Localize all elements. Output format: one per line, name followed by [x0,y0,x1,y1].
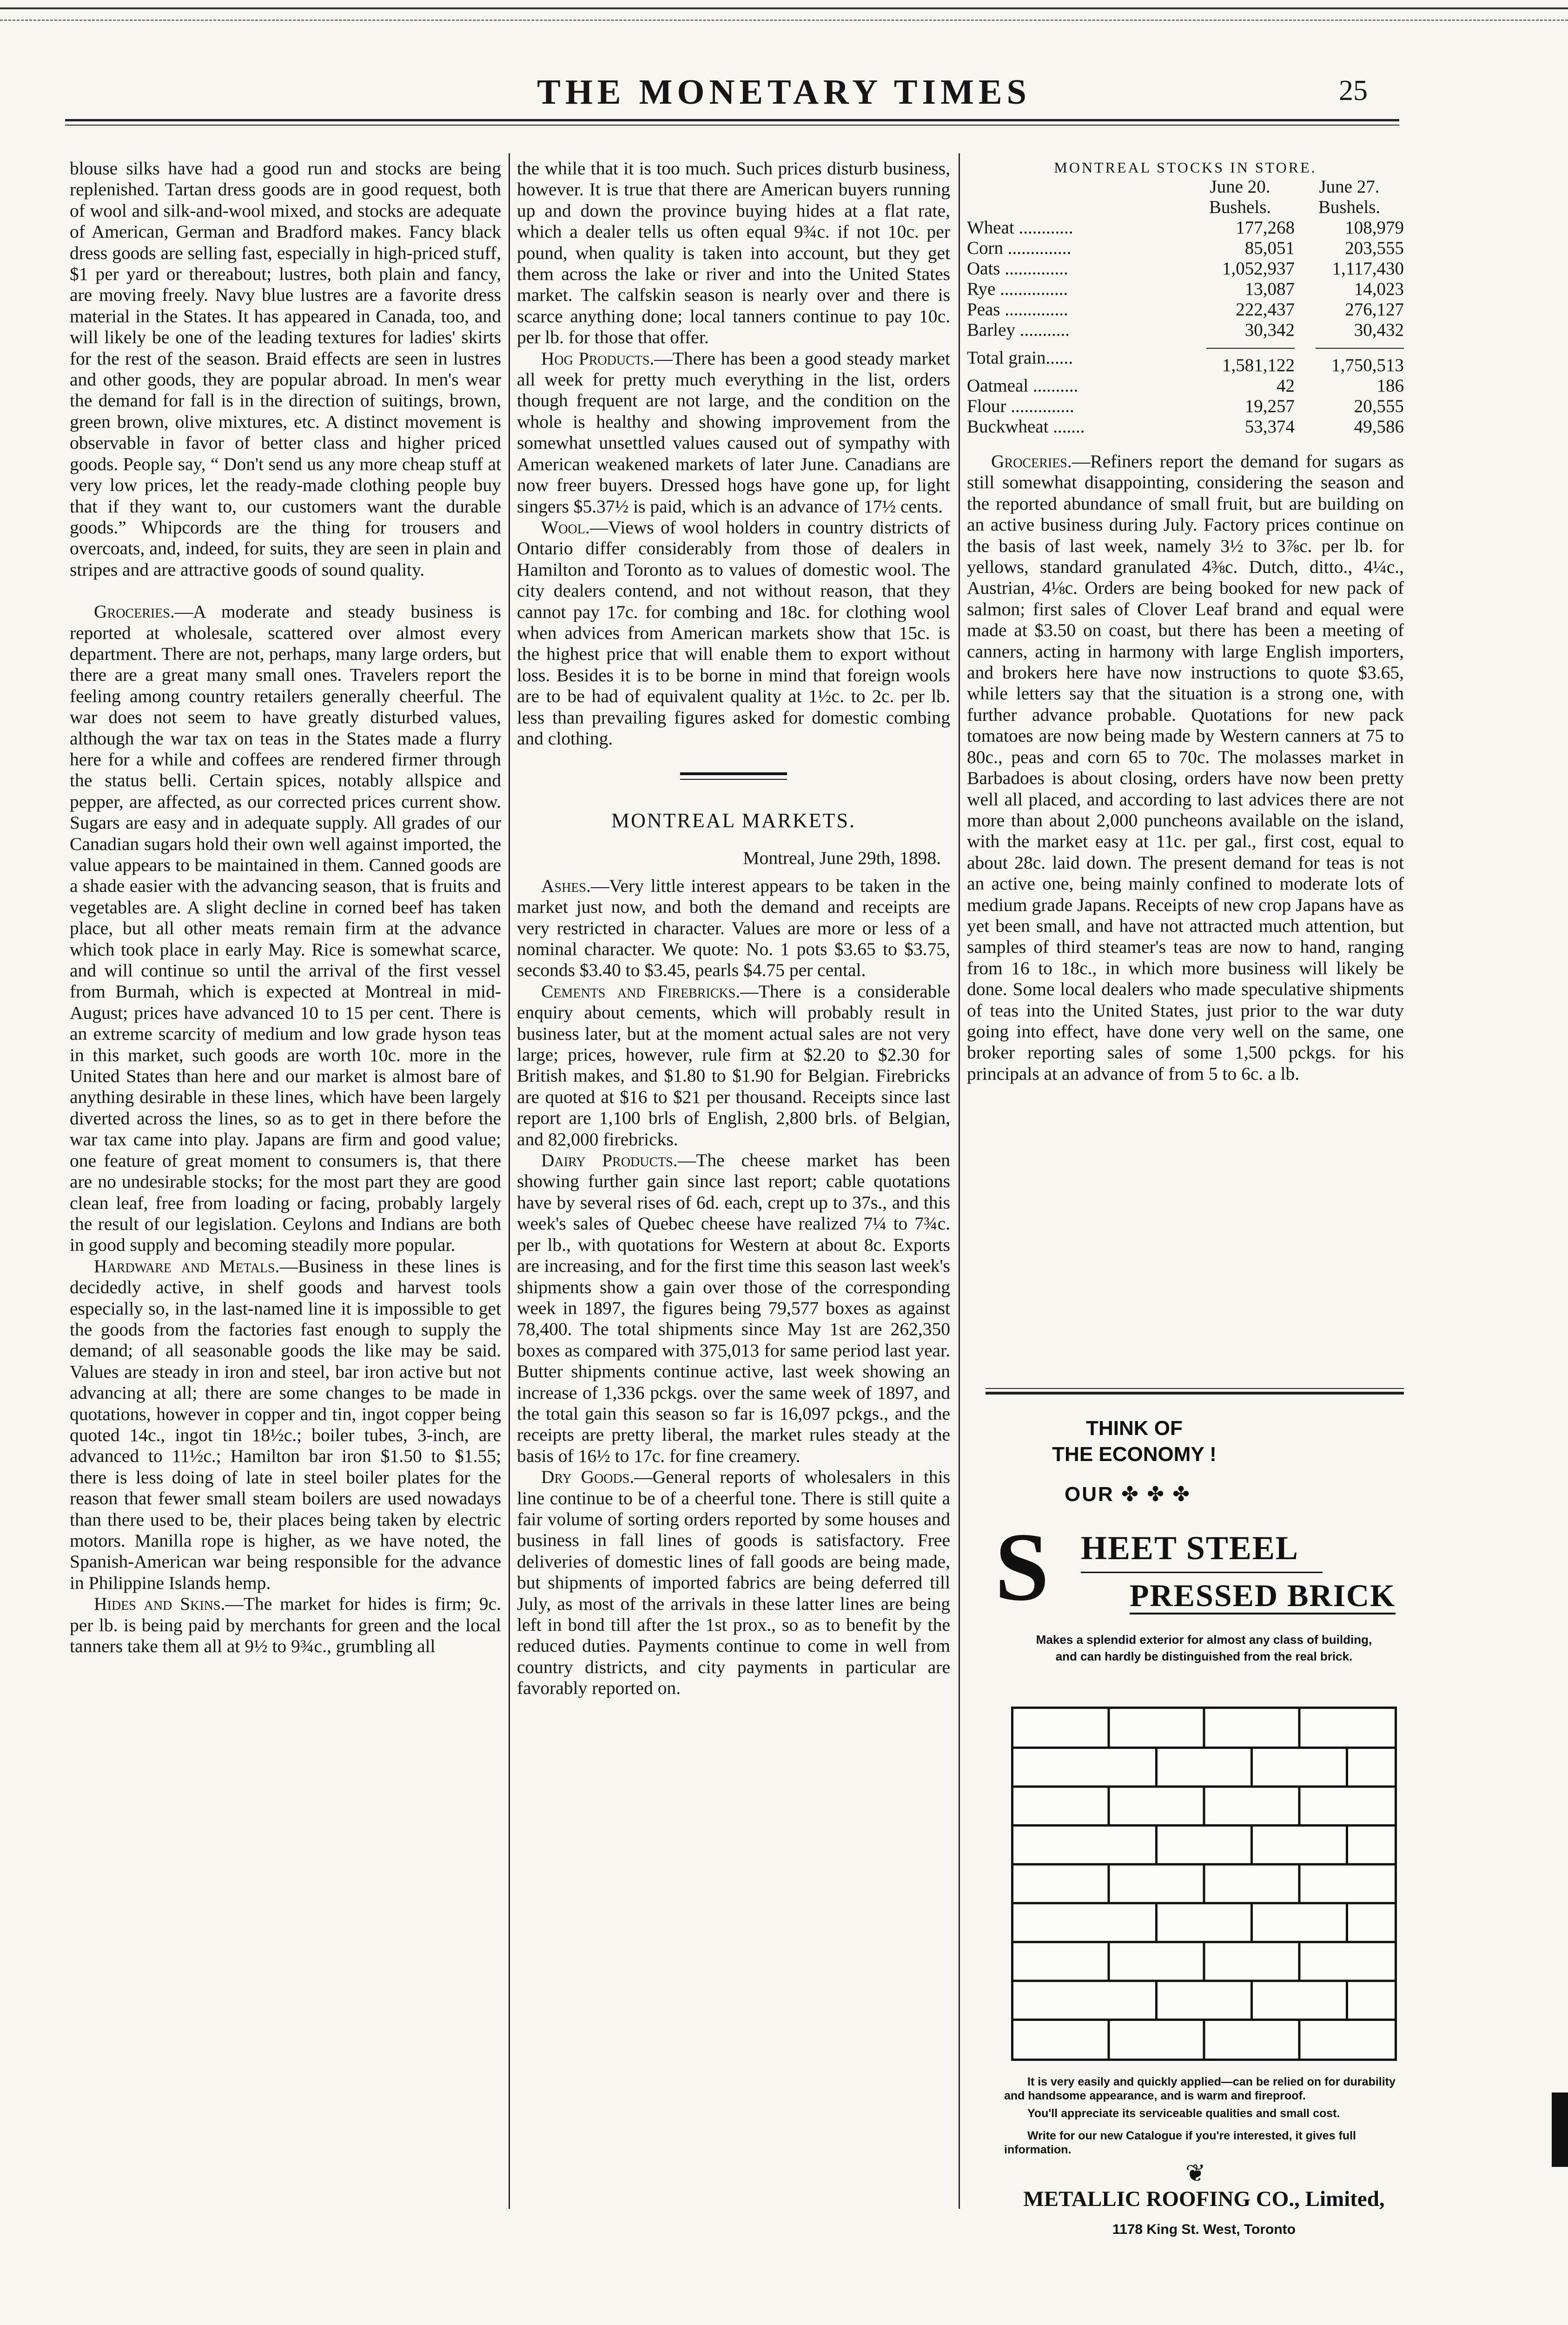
row-label: Oats .............. [967,259,1068,279]
section-label: Dry Goods. [541,1467,635,1488]
row-value: 1,117,430 [1332,259,1404,279]
row-label: Oatmeal .......... [967,376,1078,396]
row-label: Corn .............. [967,238,1072,258]
ad-product-subname: PRESSED BRICK [1130,1578,1396,1614]
table-row [967,238,1404,259]
ad-company-name: METALLIC ROOFING CO., Limited, [1023,2187,1385,2211]
table-row [967,376,1404,396]
masthead-title: THE MONETARY TIMES [537,73,1031,112]
row-value: 53,374 [1244,417,1295,437]
paragraph-text: —Business in these lines is decidedly active, in shelf goods and harvest tools especially so, in the last-named line it is impossible to get the goods from the factories fast enough to supply the demand; of all seasonable goods the like may be said. Values are steady in iron and steel, bar iron active but not advancing at all; there are some changes to be made in quotations, however in copper and tin, ingot copper being quoted 14c., ingot tin 18½c.; boiler tubes, 3-inch, are advanced to 11½c.; Hamilton bar iron $1.50 to $1.55; there is less doing of late in steel boiler plates for the reason that fewer small steam boilers are used nowadays than there used to be, their places being taken by electric motors. Manilla rope is higher, as we have noted, the Spanish-American war being responsible for the advance in Philippine Islands hemp. [70,1256,501,1593]
paragraph-text: —The market for hides is firm; 9c. per lb. is being paid by merchants for green and the local tanners take them all at 9½ to 9¾c., grumbling all [70,1594,502,1657]
dairy-paragraph [517,1150,950,1467]
row-label: Wheat ............ [967,218,1073,238]
row-label: Barley ........... [967,320,1070,340]
table-row [967,417,1404,437]
ashes-paragraph [517,876,950,981]
ad-address: 1178 King St. West, Toronto [1112,2222,1296,2237]
paragraph-text: —A moderate and steady business is reported at wholesale, scattered over almost every department. There are not, perhaps, many large orders, but there are a great many small ones. Travelers report the feeling among country retailers generally cheerful. The war does not seem to have greatly disturbed values, although the war tax on teas in the States made a flurry here for a while and coffees are rendered firmer through the status belli. Certain spices, notably allspice and pepper, are affected, as our corrected prices current show. Sugars are easy and in adequate supply. All grades of our Canadian sugars hold their own well against imported, the value appears to be maintained in them. Canned goods are a shade easier with the advancing season, that is fruits and vegetables are. A slight decline in corned beef has taken place, but all other meats remain firm at the advance which took place in early May. Rice is somewhat scarce, and will continue so until the arrival of the first vessel from Burmah, which is expected at Montreal in mid-August; prices have advanced 10 to 15 per cent. There is an extreme scarcity of medium and low grade hyson teas in this market, such goods are worth 10c. more in the United States than here and our market is almost bare of anything desirable in these lines, which have been largely diverted across the lines, so as to get in there before the war tax came into play. Japans are firm and good value; one feature of great moment to consumers is, that there are no undesirable stocks; for the most part they are good clean leaf, free from loading or facing, probably largely the result of our legislation. Ceylons and Indians are both in good supply and becoming steadily more popular. [70,601,501,1256]
table-unit-row [967,197,1404,218]
row-value: 85,051 [1244,238,1295,258]
section-label: Groceries. [94,601,175,622]
ad-our: OUR ✤ ✤ ✤ [1065,1483,1191,1506]
hides-paragraph [70,1594,501,1657]
table-row [967,279,1404,299]
row-value: 177,268 [1236,218,1295,238]
article-paragraph: the while that it is too much. Such prices disturb business, however. It is true that there are American buyers running up and down the province buying hides at a flat rate, which a dealer tells us often equal 9¾c. if not 10c. per pound, when quality is taken into account, but they get them across the lake or river and into the United States market. The calfskin season is nearly over and there is scarce anything done; local tanners continue to pay 10c. per lb. for those that offer. [517,158,950,348]
hog-paragraph [517,348,950,517]
paragraph-text: —Refiners report the demand for sugars as still somewhat disappointing, considering the season and the reported abundance of small fruit, but are building on an active business during July. Factory prices continue on the basis of last week, namely 3½ to 3⅞c. per lb. for yellows, standard granulated 4⅜c. Dutch, ditto., 4¼c., Austrian, 4⅛c. Orders are being booked for new pack of salmon; first sales of Clover Leaf brand and equal were made at $3.50 on coast, but there has been a meeting of canners, acting in harmony with large English importers, and brokers here have now instructions to quote $3.65, while letters say that the situation is a strong one, with further advance probable. Quotations for new pack tomatoes are now being made by Western canners at 75 to 80c., peas and corn 65 to 70c. The molasses market in Barbadoes is about closing, orders have now been pretty well all placed, and according to last advices there are not more than about 2,000 puncheons available on the island, with the market easy at 11c. per gal., first cost, equal to about 28c. laid down. The present demand for teas is not an active one, being mainly confined to moderate lots of medium grade Japans. Receipts of new crop Japans have as yet been small, and have not attracted much attention, but samples of third steamer's teas are now to hand, ranging from 16 to 18c., in which more business will likely be done. Some local dealers who made speculative shipments of teas into the United States, just prior to the war duty going into effect, have done very well on the same, one broker reporting sales of some 1,500 pckgs. for his principals at an advance of from 5 to 6c. a lb. [967,451,1404,1084]
section-label: Groceries. [991,451,1072,472]
paragraph-text: —Very little interest appears to be taken in the market just now, and both the demand and receipts are very restricted in character. Values are more or less of a nominal character. We quote: No. 1 pots $3.65 to $3.75, seconds $3.40 to $3.45, pearls $4.75 per cental. [517,875,950,981]
table-row [967,320,1404,340]
header-rule [65,119,1399,121]
groceries-paragraph [967,451,1404,1084]
table-row [967,340,1404,376]
ad-headline [1041,1415,1227,1468]
hardware-paragraph [70,1256,501,1594]
column-one [70,158,501,1657]
column-three [967,158,1404,1084]
column-unit: Bushels. [1209,197,1271,217]
table-header-row [967,177,1404,197]
table-row [967,218,1404,238]
row-value: 276,127 [1345,299,1404,319]
column-divider [959,153,960,2209]
section-label: Hardware and Metals. [94,1256,280,1276]
row-value: 42 [1277,376,1295,396]
article-paragraph: blouse silks have had a good run and stocks are being replenished. Tartan dress goods are in good request, both of wool and silk-and-wool mixed, and stocks are adequate of American, German and Bradford makes. Fancy black dress goods are selling fast, especially in high-priced stuff, $1 per yard or thereabout; lustres, both plain and fancy, are moving freely. Navy blue lustres are a favorite dress material in the States. It has appeared in Canada, too, and will likely be one of the leading textures for ladies' skirts for the rest of the season. Braid effects are seen in lustres and other goods, they are popular abroad. In men's wear the demand for fall is in the direction of suitings, brown, green brown, olive mixtures, etc. A distinct movement is observable in favor of better class and higher priced goods. People say, “ Don't send us any more cheap stuff at very low prices, let the ready-made clothing people buy that if they want to, our customers want the durable goods.” Whipcords are the thing for trousers and overcoats, and, indeed, for suits, they are seen in plain and stripes and are attractive goods of sound quality. [70,158,501,580]
row-value [1185,340,1295,376]
ad-body-text: It is very easily and quickly applied—can be relied on for durability and handsome appearance, and is warm and fireproof. [1004,2075,1396,2102]
column-unit: Bushels. [1318,197,1381,217]
ad-body-text: Write for our new Catalogue if you're interested, it gives full information. [1004,2129,1356,2156]
row-value: 108,979 [1345,218,1404,238]
advertisement [986,1409,1404,2237]
ad-headline-line: THINK OF [1086,1417,1183,1440]
paragraph-text: —There is a considerable enquiry about cements, which will probably result in business later, but at the moment actual sales are not very large; prices, however, rule firm at $2.20 to $2.30 for British makes, and $1.80 to $1.90 for Belgian. Firebricks are quoted at $16 to $21 per thousand. Receipts since last report are 1,100 brls of English, 2,800 brls. of Belgian, and 82,000 firebricks. [517,981,950,1149]
paragraph-text: —Views of wool holders in country districts of Ontario differ considerably from those of dealers in Hamilton and Toronto as to values of domestic wool. The city dealers contend, and not without reason, that they cannot pay 17c. for combing and 18c. for clothing wool when advices from American markets show that 15c. is the highest price that will enable them to export without loss. Besides it is to be borne in mind that foreign wools are to be had of equivalent quality at 1½c. to 2c. per lb. less than prevailing figures asked for domestic combing and clothing. [517,517,950,749]
margin-mark [1552,2092,1568,2167]
groceries-paragraph [70,601,501,1256]
row-label: Buckwheat ....... [967,417,1085,437]
row-label: Peas .............. [967,299,1068,319]
table-row [967,259,1404,279]
dry-goods-paragraph [517,1467,950,1699]
row-value-text: 1,581,122 [1206,348,1295,376]
top-border [0,7,1568,9]
brick-pattern [1013,1709,1395,2059]
section-label: Ashes. [541,875,591,896]
row-value: 49,586 [1354,417,1404,437]
wool-paragraph [517,517,950,749]
paragraph-text: —There has been a good steady market all week for pretty much everything in the list, orders though frequent are not large, and the condition on the whole is healthy and showing improvement from the somewhat unsettled values caused out of sympathy with American weakened markets of later June. Canadians are now freer buyers. Dressed hogs have gone up, for light singers $5.37½ is paid, which is an advance of 17½ cents. [517,348,950,517]
ad-product-name: HEET STEEL [1081,1529,1299,1567]
row-value: 222,437 [1236,299,1295,319]
section-divider [680,772,787,775]
dotted-border [0,20,1568,21]
ad-headline-line: THE ECONOMY ! [1052,1443,1217,1466]
header-rule-thin [65,125,1399,126]
ad-product-rule [1081,1572,1323,1573]
row-value: 20,555 [1354,396,1404,416]
section-label: Cements and Firebricks. [541,981,741,1002]
row-value: 1,052,937 [1222,259,1295,279]
row-value [1295,340,1404,376]
ad-drop-cap: S [995,1513,1049,1621]
section-heading: MONTREAL MARKETS. [611,809,856,832]
ad-tagline: Makes a splendid exterior for almost any class of building, and can hardly be distinguished from the real brick. [1036,1633,1372,1663]
row-value: 186 [1376,376,1404,396]
ornament-icon: ❦ [1185,2160,1206,2187]
section-label: Hides and Skins. [94,1594,225,1614]
row-label: Total grain...... [967,348,1073,368]
section-label: Wool. [541,517,590,538]
column-two [517,158,950,1699]
row-value-text: 1,750,513 [1316,348,1404,376]
row-value: 203,555 [1345,238,1404,258]
section-divider-thin [680,779,787,780]
stocks-table [967,177,1404,437]
row-value: 14,023 [1354,279,1404,299]
paragraph-text: —The cheese market has been showing further gain since last report; cable quotations have by several rises of 6d. each, crept up to 37s., and this week's sales of Quebec cheese have realized 7¼ to 7¾c. per lb., with quotations for Western at about 8c. Exports are increasing, and for the first time this season last week's shipments show a gain over those of the corresponding week in 1897, the figures being 79,577 boxes as against 78,400. The total shipments since May 1st are 262,350 boxes as compared with 375,013 for same period last year. Butter shipments continue active, last week showing an increase of 1,336 pckgs. over the same week of 1897, and the total gain this season so far is 16,097 pckgs., and the receipts are pretty liberal, the market rules steady at the basis of 16½ to 17c. for fine creamery. [517,1150,950,1466]
table-row [967,396,1404,417]
ad-rule [986,1388,1404,1389]
row-label: Flour .............. [967,396,1074,416]
dateline: Montreal, June 29th, 1898. [743,848,941,869]
cements-paragraph [517,981,950,1150]
section-label: Hog Products. [541,348,655,369]
row-label: Rye ............... [967,279,1068,299]
ad-rule-thick [986,1392,1404,1395]
column-header: June 20. [1210,177,1270,197]
page-number: 25 [1339,75,1368,106]
row-value: 19,257 [1244,396,1295,416]
paragraph-text: —General reports of wholesalers in this line continue to be of a cheerful tone. There is still quite a fair volume of sorting orders reported by some houses and business in fall lines of goods is satisfactory. Free deliveries of domestic lines of fall goods are being made, but shipments of imported fabrics are being deferred till July, as most of the arrivals in these latter lines are being left in bond till after the 1st prox., so as to benefit by the reduced duties. Payments continue to come in well from country districts, and city payments in particular are favorably reported on. [517,1467,950,1699]
brick-illustration [1011,1707,1397,2061]
row-value: 30,342 [1244,320,1295,340]
stocks-caption: MONTREAL STOCKS IN STORE. [1054,159,1317,176]
ad-body-text: You'll appreciate its serviceable qualities and small cost. [1027,2107,1340,2120]
column-header: June 27. [1319,177,1380,197]
row-value: 30,432 [1354,320,1404,340]
row-value: 13,087 [1244,279,1295,299]
column-divider [509,153,510,2209]
section-label: Dairy Products. [541,1150,678,1171]
table-row [967,299,1404,320]
